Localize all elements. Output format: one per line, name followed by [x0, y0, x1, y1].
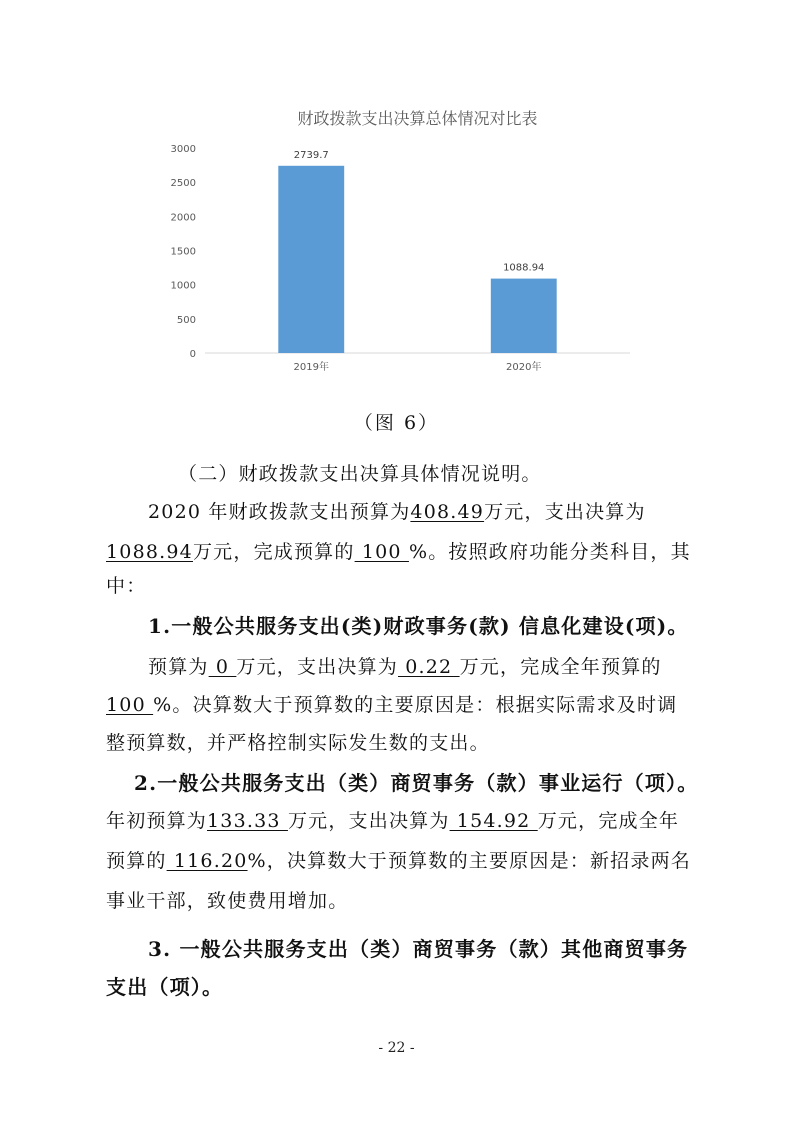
y-tick-label: 500: [176, 314, 196, 326]
item1-text-d: %。决算数大于预算数的主要原因是：根据实际需求及时调: [153, 694, 678, 716]
chart-canvas: [160, 100, 640, 390]
x-tick-label: 2019年: [293, 362, 329, 373]
item1-text-c: 万元，完成全年预算的: [459, 656, 662, 678]
y-tick-label: 2000: [170, 212, 196, 224]
paragraph-1-line-2: [106, 537, 691, 564]
p1-percent-value: 100: [354, 541, 409, 563]
section-heading: （二）财政拨款支出决算具体情况说明。: [178, 463, 542, 485]
data-label: 2739.7: [293, 149, 329, 161]
item-1-heading: 1.一般公共服务支出(类)财政事务(款) 信息化建设(项)。: [148, 614, 689, 638]
item-1-line-3: 整预算数，并严格控制实际发生数的支出。: [106, 732, 490, 754]
item-1-line-2: [106, 690, 677, 717]
item2-text-c: 万元，完成全年: [537, 810, 680, 832]
y-tick-label: 0: [189, 349, 196, 360]
item-3-heading-line-2: 支出（项）。: [106, 975, 224, 999]
item1-percent-value: 100: [106, 694, 154, 716]
item2-percent-value: 116.20: [166, 850, 248, 872]
item1-text-a: 预算为: [148, 656, 209, 678]
item1-final-value: 0.22: [398, 656, 460, 678]
item1-text-b: 万元，支出决算为: [236, 656, 398, 678]
p1-text-c: 万元，完成预算的: [192, 541, 355, 563]
bar-2019年: [278, 166, 344, 353]
y-tick-label: 1500: [170, 246, 196, 258]
data-label: 1088.94: [503, 262, 545, 274]
chart-title: 财政拨款支出决算总体情况对比表: [297, 109, 538, 128]
item-2-line-2: [106, 846, 691, 873]
paragraph-1-line-3: 中：: [106, 575, 147, 597]
x-tick-label: 2020年: [506, 362, 542, 373]
item2-budget-value: 133.33: [207, 810, 288, 832]
item-3-heading-line-1: 3. 一般公共服务支出（类）商贸事务（款）其他商贸事务: [148, 937, 689, 961]
item2-text-e: %，决算数大于预算数的主要原因是：新招录两名: [247, 850, 691, 872]
item-2-heading: 2.一般公共服务支出（类）商贸事务（款）事业运行（项）。: [134, 771, 699, 795]
item2-final-value: 154.92: [449, 810, 538, 832]
bar-chart: [160, 100, 640, 390]
p1-final-value: 1088.94: [106, 541, 193, 563]
y-tick-label: 2500: [170, 178, 196, 190]
item2-text-d: 预算的: [106, 850, 167, 872]
y-tick-label: 1000: [170, 280, 196, 292]
p1-text-a: 2020 年财政拨款支出预算为: [148, 501, 411, 523]
item2-text-b: 万元，支出决算为: [287, 810, 450, 832]
figure-caption: （图 6）: [353, 412, 440, 434]
item-2-line-3: 事业干部，致使费用增加。: [106, 890, 349, 912]
page-number: - 22 -: [378, 1040, 415, 1056]
p1-text-b: 万元，支出决算为: [484, 501, 646, 523]
y-tick-label: 3000: [170, 144, 196, 155]
item-1-line-1: [148, 652, 662, 679]
item-2-line-1: [106, 806, 679, 833]
item2-text-a: 年初预算为: [106, 810, 208, 832]
p1-budget-value: 408.49: [410, 501, 485, 523]
paragraph-1-line-1: [148, 497, 646, 524]
item1-budget-value: 0: [208, 656, 237, 678]
bar-2020年: [491, 279, 557, 353]
p1-text-d: %。按照政府功能分类科目，其: [408, 541, 691, 563]
